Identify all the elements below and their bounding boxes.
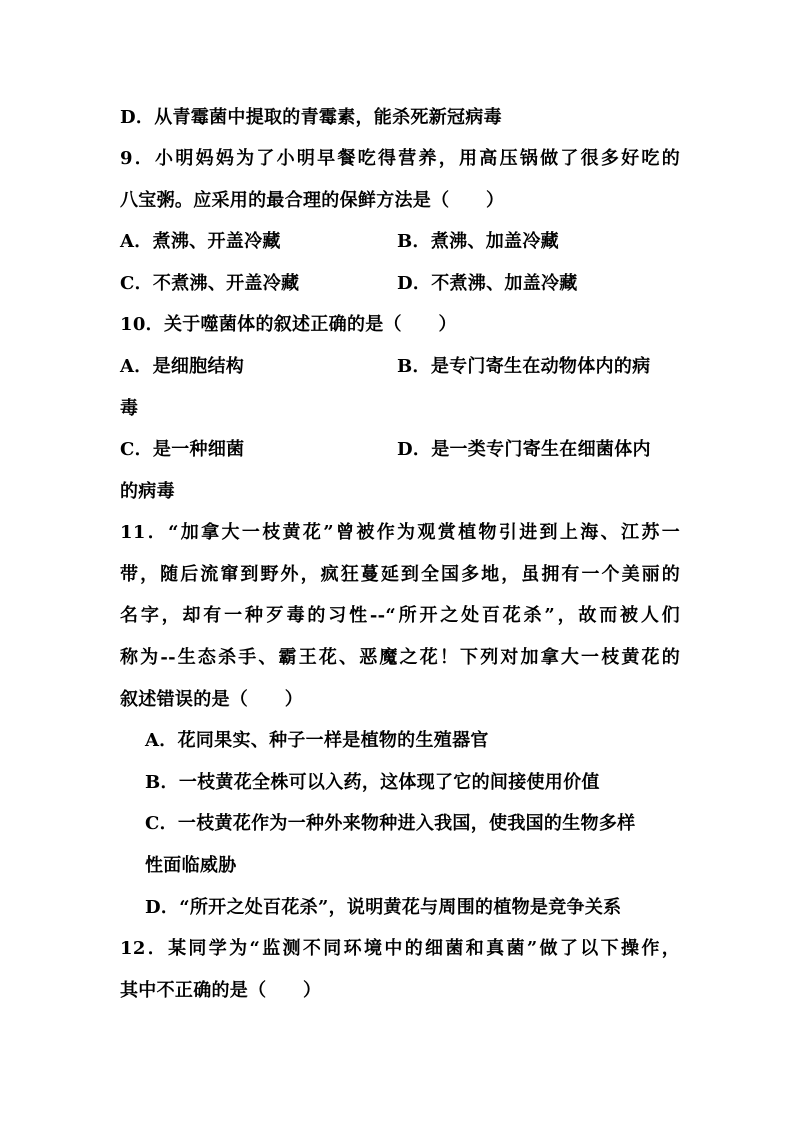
q9-stem-line2: 八宝粥。应采用的最合理的保鲜方法是（ ） [120, 190, 505, 211]
q11-option-d: D．“所开之处百花杀”，说明黄花与周围的植物是竞争关系 [145, 897, 622, 918]
q11-stem-line4: 称为--生态杀手、霸王花、恶魔之花！下列对加拿大一枝黄花的 [120, 647, 680, 668]
q12-stem-line1: 12．某同学为“监测不同环境中的细菌和真菌”做了以下操作， [120, 938, 680, 959]
q9-stem-line1: 9．小明妈妈为了小明早餐吃得营养，用高压锅做了很多好吃的 [120, 148, 680, 169]
q10-option-b-line1: B．是专门寄生在动物体内的病 [397, 356, 651, 377]
q10-stem: 10．关于噬菌体的叙述正确的是（ ） [120, 314, 457, 335]
q9-option-c: C．不煮沸、开盖冷藏 [120, 273, 300, 294]
q12-stem-line2: 其中不正确的是（ ） [120, 980, 322, 1001]
q10-option-a: A．是细胞结构 [120, 356, 245, 377]
q10-option-b-line2: 毒 [120, 398, 139, 419]
q10-option-d-line2: 的病毒 [120, 481, 175, 502]
q11-stem-line2: 带，随后流窜到野外，疯狂蔓延到全国多地，虽拥有一个美丽的 [120, 564, 680, 585]
q9-option-d: D．不煮沸、加盖冷藏 [397, 273, 578, 294]
q10-option-d-line1: D．是一类专门寄生在细菌体内 [397, 439, 651, 460]
q11-option-a: A．花同果实、种子一样是植物的生殖器官 [145, 730, 489, 751]
q11-stem-line3: 名字，却有一种歹毒的习性--“所开之处百花杀”，故而被人们 [120, 605, 680, 626]
q8-option-d: D．从青霉菌中提取的青霉素，能杀死新冠病毒 [120, 107, 502, 128]
q11-stem-line1: 11．“加拿大一枝黄花”曾被作为观赏植物引进到上海、江苏一 [120, 522, 680, 543]
q10-option-c: C．是一种细菌 [120, 439, 245, 460]
q11-stem-line5: 叙述错误的是（ ） [120, 689, 303, 710]
q11-option-c-line1: C．一枝黄花作为一种外来物种进入我国，使我国的生物多样 [145, 813, 636, 834]
q11-option-c-line2: 性面临威胁 [145, 855, 237, 876]
q9-option-a: A．煮沸、开盖冷藏 [120, 231, 281, 252]
q11-option-b: B．一枝黄花全株可以入药，这体现了它的间接使用价值 [145, 772, 600, 793]
q9-option-b: B．煮沸、加盖冷藏 [397, 231, 559, 252]
